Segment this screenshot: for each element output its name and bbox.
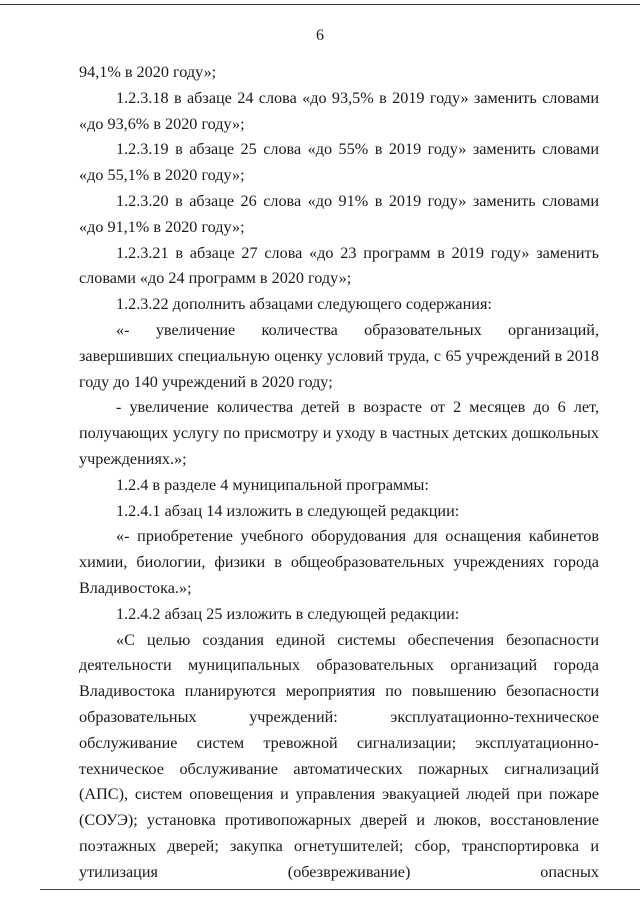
paragraph-1-2-3-19: 1.2.3.19 в абзаце 25 слова «до 55% в 2019 году» заменить словами «до 55,1% в 2020 году»;: [79, 140, 599, 185]
paragraph-1-2-4-1: 1.2.4.1 абзац 14 изложить в следующей редакции:: [116, 501, 460, 520]
paragraph-1-2-4: 1.2.4 в разделе 4 муниципальной программы:: [116, 475, 429, 494]
paragraph-1-2-3-22: 1.2.3.22 дополнить абзацами следующего содержания:: [116, 295, 492, 314]
paragraph-quote-safety: «С целью создания единой системы обеспечения безопасности деятельности муниципальных образовательных организаций города Владивостока планируются мероприятия по повышению безопасности образовательных учреждений: эксплуатационно-техническое обслуживание систем тревожной сигнализации; эксплуатационно-техническое обслуживание автоматических пожарных сигнализаций (АПС), систем оповещения и управления эвакуацией людей при пожаре (СОУЭ); установка противопожарных дверей и люков, восстановление поэтажных дверей; закупка огнетушителей; сбор, транспортировка и утилизация (обезвреживание) опасных: [79, 630, 599, 881]
bottom-divider: [40, 889, 640, 890]
page-number: 6: [316, 27, 324, 44]
document-body: [79, 60, 599, 886]
paragraph-continuation: 94,1% в 2020 году»;: [79, 63, 217, 81]
paragraph-1-2-3-18: 1.2.3.18 в абзаце 24 слова «до 93,5% в 2019 году» заменить словами «до 93,6% в 2020 году»;: [79, 88, 599, 133]
paragraph-quote-children-care: - увеличение количества детей в возрасте от 2 месяцев до 6 лет, получающих услугу по присмотру и уходу в частных детских дошкольных учреждениях.»;: [79, 398, 599, 468]
paragraph-1-2-3-21: 1.2.3.21 в абзаце 27 слова «до 23 программ в 2019 году» заменить словами «до 24 программ в 2020 году»;: [79, 243, 599, 288]
paragraph-quote-labor-assessment: «- увеличение количества образовательных организаций, завершивших специальную оценку условий труда, с 65 учреждений в 2018 году до 140 учреждений в 2020 году;: [79, 320, 599, 391]
paragraph-quote-equipment: «- приобретение учебного оборудования для оснащения кабинетов химии, биологии, физики в общеобразовательных учреждениях города Владивостока.»;: [79, 527, 599, 597]
paragraph-1-2-4-2: 1.2.4.2 абзац 25 изложить в следующей редакции:: [116, 604, 460, 623]
paragraph-1-2-3-20: 1.2.3.20 в абзаце 26 слова «до 91% в 2019 году» заменить словами «до 91,1% в 2020 году»;: [79, 191, 599, 236]
top-divider: [0, 4, 640, 5]
